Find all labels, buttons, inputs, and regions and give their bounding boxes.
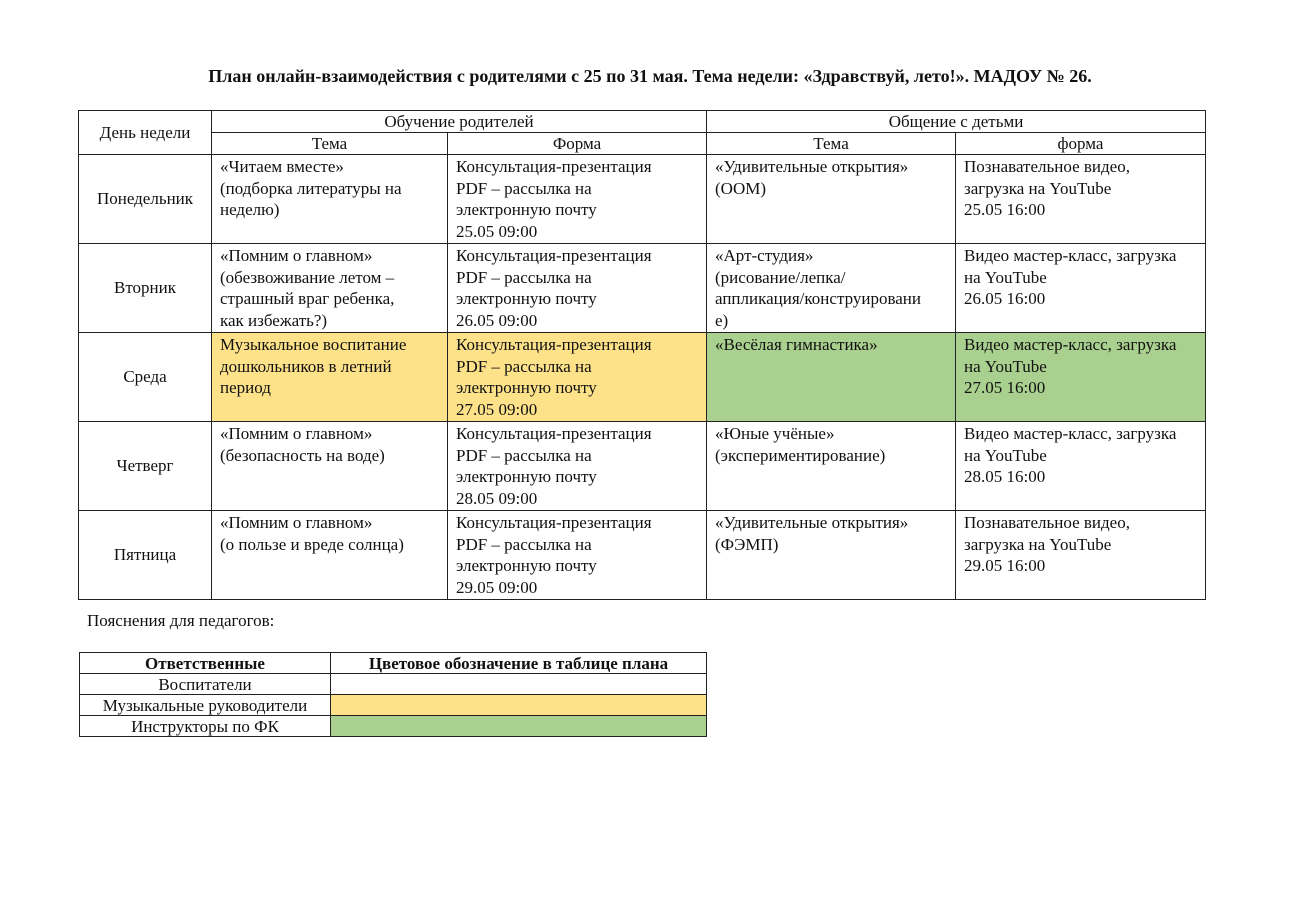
child-form-cell [956,511,1206,600]
cell-text-line: 26.05 16:00 [964,289,1046,308]
cell-text-line: (безопасность на воде) [220,445,385,465]
cell-text-line: «Читаем вместе» [220,157,344,176]
day-cell: Понедельник [79,155,212,244]
cell-text-line: «Помним о главном» [220,246,373,265]
cell-text-line: Видео мастер-класс, загрузка [964,335,1177,354]
cell-text-line: (обезвоживание летом – [220,267,395,287]
cell-text-line: (подборка литературы на [220,178,402,198]
cell-text-line: 25.05 16:00 [964,200,1046,219]
cell-text-line: электронную почту [456,378,597,397]
cell-text-line: 26.05 09:00 [456,310,538,330]
parent-form-cell [448,333,707,422]
cell-text-line: электронную почту [456,467,597,486]
cell-text-line: аппликация/конструировани [715,289,921,308]
cell-text-line: Познавательное видео, [964,157,1130,176]
cell-text-line: Музыкальное воспитание [220,335,407,354]
parent-form-cell [448,422,707,511]
legend-row [80,695,707,716]
table-row [79,155,1206,244]
cell-text-line: страшный враг ребенка, [220,289,395,308]
legend-body [80,674,707,737]
legend-label: Воспитатели [80,674,331,695]
cell-text-line: «Помним о главном» [220,424,373,443]
day-cell: Четверг [79,422,212,511]
cell-text-line: PDF – рассылка на [456,267,592,287]
parent-form-cell [448,244,707,333]
cell-text-line: (о пользе и вреде солнца) [220,534,404,554]
legend-color-swatch [331,695,707,716]
cell-text-line: (ООМ) [715,178,767,198]
cell-text-line: е) [715,310,729,330]
child-topic-cell [707,155,956,244]
cell-text-line: «Юные учёные» [715,424,835,443]
cell-text-line: дошкольников в летний [220,356,392,376]
table-row [79,511,1206,600]
day-cell: Среда [79,333,212,422]
cell-text-line: «Удивительные открытия» [715,157,909,176]
cell-text-line: (экспериментирование) [715,445,886,465]
cell-text-line: 29.05 16:00 [964,556,1046,575]
header-day: День недели [79,111,212,155]
cell-text-line: Консультация-презентация [456,513,652,532]
legend-color-swatch [331,716,707,737]
day-cell: Пятница [79,511,212,600]
note-for-teachers: Пояснения для педагогов: [87,611,275,630]
parent-topic-cell [212,333,448,422]
child-topic-cell [707,333,956,422]
cell-text-line: 27.05 16:00 [964,378,1046,397]
parent-topic-cell [212,155,448,244]
table-header-row-columns [79,133,1206,155]
cell-text-line: (ФЭМП) [715,534,779,554]
cell-text-line: «Арт-студия» [715,246,814,265]
child-form-cell [956,244,1206,333]
cell-text-line: «Помним о главном» [220,513,373,532]
legend-label: Инструкторы по ФК [80,716,331,737]
cell-text-line: Познавательное видео, [964,513,1130,532]
color-legend-table [79,652,707,737]
header-topic-parents: Тема [212,133,448,155]
legend-label: Музыкальные руководители [80,695,331,716]
cell-text-line: «Удивительные открытия» [715,513,909,532]
cell-text-line: 28.05 09:00 [456,488,538,508]
table-body [79,155,1206,600]
cell-text-line: как избежать?) [220,310,328,330]
table-row [79,333,1206,422]
legend-color-swatch [331,674,707,695]
document-title: План онлайн-взаимодействия с родителями с 25 по 31 мая. Тема недели: «Здравствуй, лето!». МАДОУ № 26. [208,66,1092,86]
day-cell: Вторник [79,244,212,333]
cell-text-line: «Весёлая гимнастика» [715,335,878,354]
child-form-cell [956,155,1206,244]
child-form-cell [956,333,1206,422]
cell-text-line: PDF – рассылка на [456,445,592,465]
cell-text-line: на YouTube [964,356,1047,376]
cell-text-line: период [220,378,271,397]
header-group-children: Общение с детьми [707,111,1206,133]
header-group-parents-label: Обучение родителей [384,111,534,131]
parent-form-cell [448,511,707,600]
parent-topic-cell [212,422,448,511]
legend-header-row [80,653,707,674]
child-topic-cell [707,511,956,600]
cell-text-line: Видео мастер-класс, загрузка [964,424,1177,443]
header-form-parents: Форма [448,133,707,155]
table-row [79,422,1206,511]
cell-text-line: Видео мастер-класс, загрузка [964,246,1177,265]
table-row [79,244,1206,333]
legend-row [80,674,707,695]
cell-text-line: загрузка на YouTube [964,178,1112,198]
legend-row [80,716,707,737]
cell-text-line: электронную почту [456,200,597,219]
cell-text-line: PDF – рассылка на [456,178,592,198]
cell-text-line: 25.05 09:00 [456,221,538,241]
cell-text-line: на YouTube [964,445,1047,465]
cell-text-line: 29.05 09:00 [456,577,538,597]
cell-text-line: Консультация-презентация [456,424,652,443]
child-topic-cell [707,244,956,333]
cell-text-line: Консультация-презентация [456,246,652,265]
header-form-children: форма [956,133,1206,155]
cell-text-line: Консультация-презентация [456,335,652,354]
cell-text-line: на YouTube [964,267,1047,287]
cell-text-line: Консультация-презентация [456,157,652,176]
weekly-plan-table [78,110,1206,600]
cell-text-line: 27.05 09:00 [456,399,538,419]
cell-text-line: электронную почту [456,556,597,575]
cell-text-line: PDF – рассылка на [456,356,592,376]
cell-text-line: (рисование/лепка/ [715,267,846,287]
cell-text-line: PDF – рассылка на [456,534,592,554]
legend-header-responsible: Ответственные [80,653,331,674]
cell-text-line: 28.05 16:00 [964,467,1046,486]
parent-topic-cell [212,244,448,333]
header-topic-children: Тема [707,133,956,155]
parent-form-cell [448,155,707,244]
cell-text-line: неделю) [220,200,280,219]
cell-text-line: загрузка на YouTube [964,534,1112,554]
cell-text-line: электронную почту [456,289,597,308]
table-header-row-groups [79,111,1206,133]
child-topic-cell [707,422,956,511]
header-group-parents [212,111,707,133]
parent-topic-cell [212,511,448,600]
legend-header-color: Цветовое обозначение в таблице плана [331,653,707,674]
child-form-cell [956,422,1206,511]
